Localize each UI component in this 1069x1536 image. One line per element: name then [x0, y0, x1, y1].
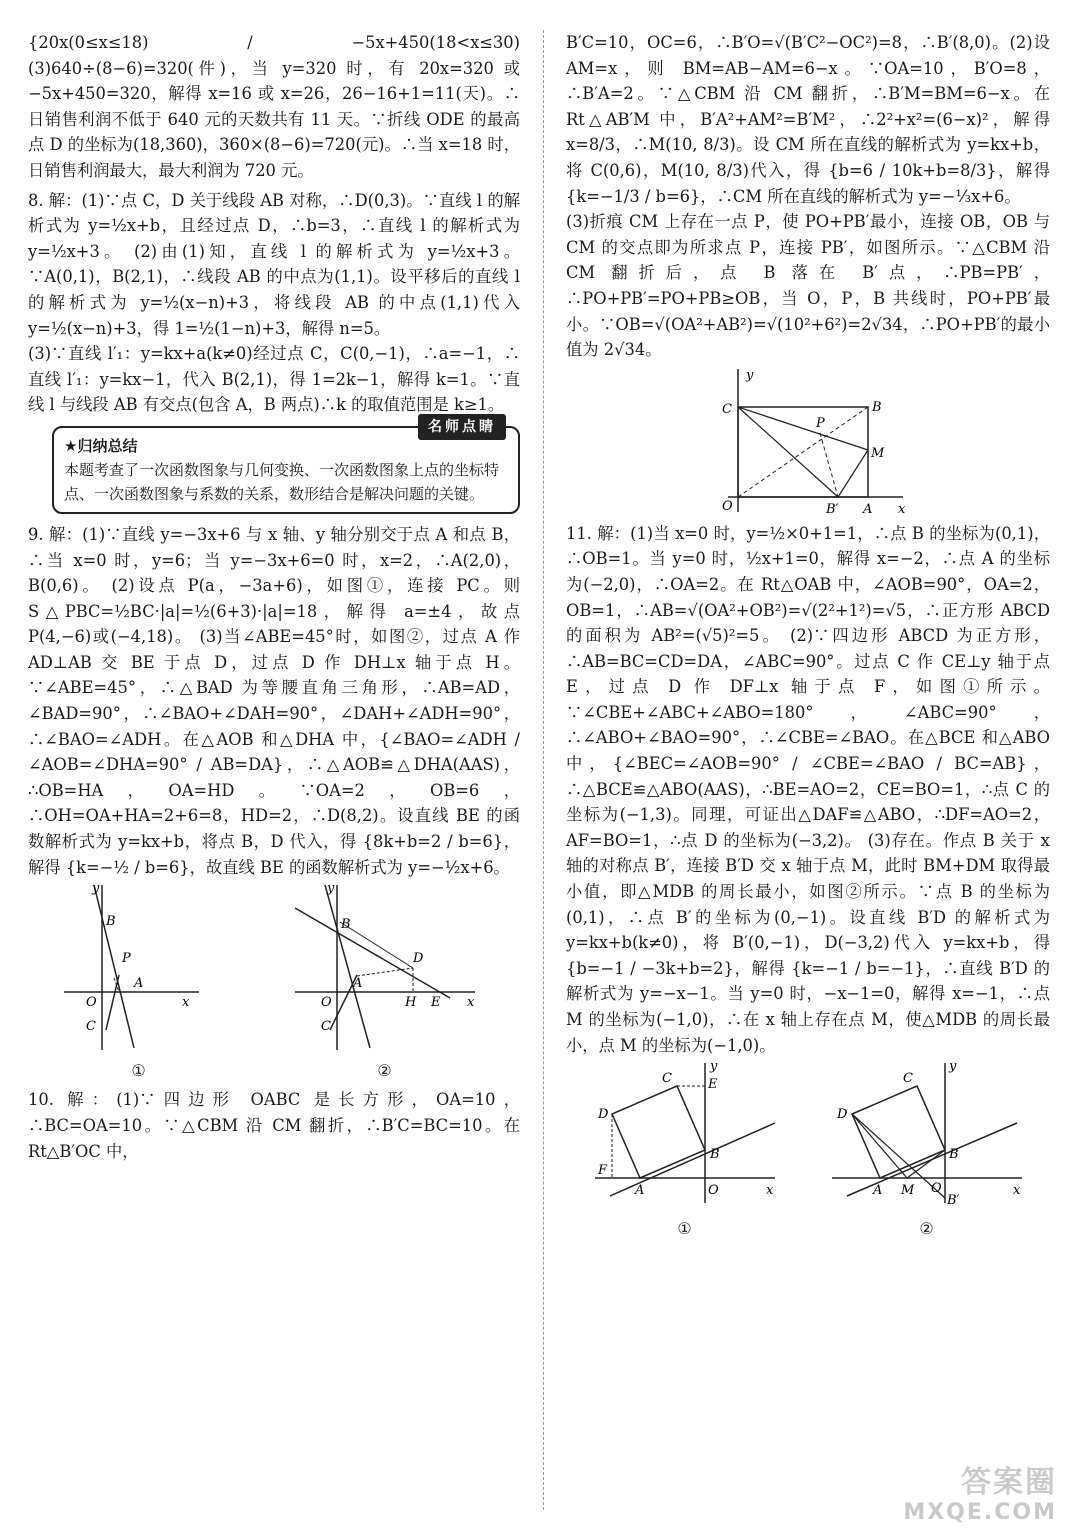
svg-text:y: y — [91, 881, 99, 897]
svg-text:C: C — [902, 1071, 913, 1087]
q8-answer: 8. 解：(1)∵点 C，D 关于线段 AB 对称，∴D(0,3)。∵直线 l 的解析式为 y=½x+b，且经过点 D，∴b=3，∴直线 l 的解析式为 y=½x+3。 (2)由(1)知，直线 l 的解析式为 y=½x+3。∵A(0,1)，B(2,1)，∴线段 AB 的中点为(1,1)。设平移后的直线 l 的解析式为 y=½(x−n)+3，将线段 AB 的中点(1,1)代入 y=½(x−n)+3，得 1=½(1−n)+3，解得 n=5。 — [28, 190, 520, 338]
svg-text:A: A — [863, 501, 873, 517]
q11-figures — [566, 1058, 1050, 1241]
svg-text:B: B — [709, 1147, 720, 1163]
figure-1-label: ① — [131, 1060, 146, 1080]
svg-text:C: C — [661, 1071, 672, 1087]
svg-text:x: x — [181, 995, 189, 1011]
svg-text:x: x — [466, 995, 474, 1011]
q10-figure — [708, 367, 908, 517]
summary-title: ★归纳总结 — [64, 436, 138, 455]
q9-figure-1 — [64, 880, 214, 1083]
q11-answer: 11. 解：(1)当 x=0 时，y=½×0+1=1，∴点 B 的坐标为(0,1)，∴OB=1。当 y=0 时，½x+1=0，解得 x=−2，∴点 A 的坐标为(−2,0)，∴OA=2。在 Rt△OAB 中，∠AOB=90°，OA=2，OB=1，∴AB=√(OA²+OB²)=√(2²+1²)=√5，∴正方形 ABCD 的面积为 AB²=(√5)²=5。 (2)∵四边形 ABCD 为正方形，∴AB=BC=CD=DA，∠ABC=90°。过点 C 作 CE⊥y 轴于点 E，过点 D 作 DF⊥x 轴于点 F，如图①所示。∵∠CBE+∠ABC+∠ABO=180°，∠ABC=90°，∴∠ABO+∠BAO=90°，∴∠CBE=∠BAO。在△BCE 和△ABO 中，{∠BEC=∠AOB=90° / ∠CBE=∠BAO / BC=AB}，∴△BCE≌△ABO(AAS)，∴BE=AO=2，CE=BO=1，∴点 C 的坐标为(−1,3)。同理，可证出△DAF≌△ABO，∴DF=AO=2，AF=BO=1，∴点 D 的坐标为(−3,2)。 (3)存在。作点 B 关于 x 轴的对称点 B′，连接 B′D 交 x 轴于点 M，此时 BM+DM 取得最小值，即△MDB 的周长最小，如图②所示。∵点 B 的坐标为(0,1)，∴点 B′的坐标为(0,−1)。设直线 B′D 的解析式为 y=kx+b(k≠0)，将 B′(0,−1)，D(−3,2)代入 y=kx+b，得 {b=−1 / −3k+b=2}，解得 {k=−1 / b=−1}，∴直线 B′D 的解析式为 y=−x−1。当 y=0 时，−x−1=0，解得 x=−1，∴点 M 的坐标为(−1,0)，∴在 x 轴上存在点 M，使△MDB 的周长最小，点 M 的坐标为(−1,0)。 — [566, 523, 1050, 1055]
svg-text:D: D — [597, 1107, 608, 1123]
q7-continuation: {20x(0≤x≤18) / −5x+450(18<x≤30) (3)640÷(8−6)=320(件)，当 y=320 时，有 20x=320 或 −5x+450=320，解得 x=16 或 x=26，26−16+1=11(天)。∴日销售利润不低于 640 元的天数共有 11 天。∵折线 ODE 的最高点 D 的坐标为(18,360)，360×(8−6)=720(元)。∴当 x=18 时，日销售利润最大，最大利润为 720 元。 — [28, 33, 520, 180]
watermark — [903, 1465, 1057, 1528]
summary-box — [52, 418, 520, 514]
figure-3-label: ① — [677, 1218, 692, 1238]
q10-answer-cont: B′C=10，OC=6，∴B′O=√(B′C²−OC²)=8，∴B′(8,0)。(2)设 AM=x，则 BM=AB−AM=6−x。∵OA=10，B′O=8，∴B′A=2。∵△CBM 沿 CM 翻折，∴B′M=BM=6−x。在 Rt△AB′M 中，B′A²+AM²=B′M²，∴2²+x²=(6−x)²，解得 x=8/3，∴M(10, 8/3)。设 CM 所在直线的解析式为 y=kx+b，将 C(0,6)，M(10, 8/3)代入，得 {b=6 / 10k+b=8/3}，解得 {k=−1/3 / b=6}，∴CM 所在直线的解析式为 y=−⅓x+6。 — [566, 33, 1050, 206]
svg-text:B: B — [872, 399, 882, 415]
svg-text:B: B — [340, 917, 351, 933]
svg-text:F: F — [597, 1163, 607, 1179]
column-divider — [543, 30, 544, 1510]
q8-part3: (3)∵直线 l′₁：y=kx+a(k≠0)经过点 C，C(0,−1)，∴a=−1，∴直线 l′₁：y=kx−1，代入 B(2,1)，得 1=2k−1，解得 k=1。∵直线 l 与线段 AB 有交点(包含 A，B 两点)∴k 的取值范围是 k≥1。 — [28, 344, 520, 415]
svg-text:M: M — [900, 1183, 914, 1199]
svg-text:O: O — [722, 498, 733, 514]
svg-text:x: x — [1012, 1183, 1020, 1199]
svg-text:O: O — [930, 1181, 942, 1197]
q9-figures — [28, 880, 520, 1083]
q9-figure-2 — [285, 880, 485, 1083]
svg-text:C: C — [722, 401, 732, 417]
figure-2-label: ② — [377, 1060, 392, 1080]
svg-text:P: P — [816, 415, 825, 431]
right-column — [566, 30, 1050, 1241]
square-figure-1 — [590, 1058, 780, 1208]
q9-answer: 9. 解：(1)∵直线 y=−3x+6 与 x 轴、y 轴分别交于点 A 和点 B，∴当 x=0 时，y=6；当 y=−3x+6=0 时，x=2，∴A(2,0)，B(0,6)。 (2)设点 P(a，−3a+6)，如图①，连接 PC。则 S△PBC=½BC·|a|=½(6+3)·|a|=18，解得 a=±4，故点 P(4,−6)或(−4,18)。 (3)当∠ABE=45°时，如图②，过点 A 作 AD⊥AB 交 BE 于点 D，过点 D 作 DH⊥x 轴于点 H。∵∠ABE=45°，∴△BAD 为等腰直角三角形，∴AB=AD，∠BAD=90°，∴∠BAO+∠DAH=90°，∠DAH+∠ADH=90°，∴∠BAO=∠ADH。在△AOB 和△DHA 中，{∠BAO=∠ADH / ∠AOB=∠DHA=90° / AB=DA}，∴△AOB≌△DHA(AAS)，∴OB=HA，OA=HD。∵OA=2，OB=6，∴OH=OA+HA=2+6=8，HD=2，∴D(8,2)。设直线 BE 的函数解析式为 y=kx+b，将点 B，D 代入，得 {8k+b=2 / b=6}，解得 {k=−½ / b=6}，故直线 BE 的函数解析式为 y=−½x+6。 — [28, 524, 520, 877]
svg-text:M: M — [871, 445, 885, 461]
svg-text:A: A — [634, 1183, 644, 1199]
q10-answer-start: 10. 解：(1)∵四边形 OABC 是长方形，OA=10，∴BC=OA=10。∵△CBM 沿 CM 翻折，∴B′C=BC=10。在 Rt△B′OC 中， — [28, 1090, 520, 1161]
svg-text:P: P — [121, 951, 131, 967]
svg-text:y: y — [948, 1059, 956, 1075]
svg-text:C: C — [85, 1019, 96, 1035]
svg-text:C: C — [320, 1019, 331, 1035]
summary-text: 本题考查了一次函数图象与几何变换、一次函数图象上点的坐标特点、一次函数图象与系数的关系，数形结合是解决问题的关键。 — [64, 460, 500, 503]
svg-text:O: O — [707, 1183, 719, 1199]
square-figure-2 — [827, 1058, 1027, 1208]
svg-text:B: B — [105, 914, 116, 930]
svg-text:y: y — [326, 881, 334, 897]
q10-part3: (3)折痕 CM 上存在一点 P，使 PO+PB′最小，连接 OB，OB 与 CM 的交点即为所求点 P，连接 PB′，如图所示。∵△CBM 沿 CM 翻折后，点 B 落在 B′点，∴PB=PB′，∴PO+PB′=PO+PB≥OB，当 O，P，B 共线时，PO+PB′最小。∵OB=√(OA²+AB²)=√(10²+6²)=2√34，∴PO+PB′的最小值为 2√34。 — [566, 212, 1050, 360]
svg-text:x: x — [765, 1183, 773, 1199]
svg-text:A: A — [352, 976, 362, 992]
graph-figure-2 — [285, 880, 485, 1050]
left-column — [28, 30, 520, 1164]
svg-text:E: E — [707, 1077, 717, 1093]
svg-text:B′: B′ — [946, 1193, 960, 1209]
watermark-line2: MXQE.COM — [903, 1500, 1057, 1525]
svg-text:B′: B′ — [826, 501, 839, 517]
svg-text:x: x — [898, 501, 906, 517]
svg-text:A: A — [133, 976, 143, 992]
figure-4-label: ② — [919, 1218, 934, 1238]
q11-figure-1 — [590, 1058, 780, 1241]
q11-figure-2 — [827, 1058, 1027, 1241]
svg-text:O: O — [85, 995, 97, 1011]
svg-text:D: D — [836, 1107, 847, 1123]
svg-text:E: E — [430, 995, 440, 1011]
summary-tag: 名师点睛 — [418, 414, 506, 440]
svg-text:H: H — [404, 995, 416, 1011]
svg-text:y: y — [709, 1059, 717, 1075]
svg-text:B: B — [948, 1147, 959, 1163]
svg-text:O: O — [320, 995, 332, 1011]
watermark-line1: 答案圈 — [961, 1465, 1057, 1500]
svg-text:A: A — [872, 1183, 882, 1199]
graph-figure-1 — [64, 880, 214, 1050]
svg-text:D: D — [412, 951, 423, 967]
svg-text:y: y — [746, 367, 754, 383]
